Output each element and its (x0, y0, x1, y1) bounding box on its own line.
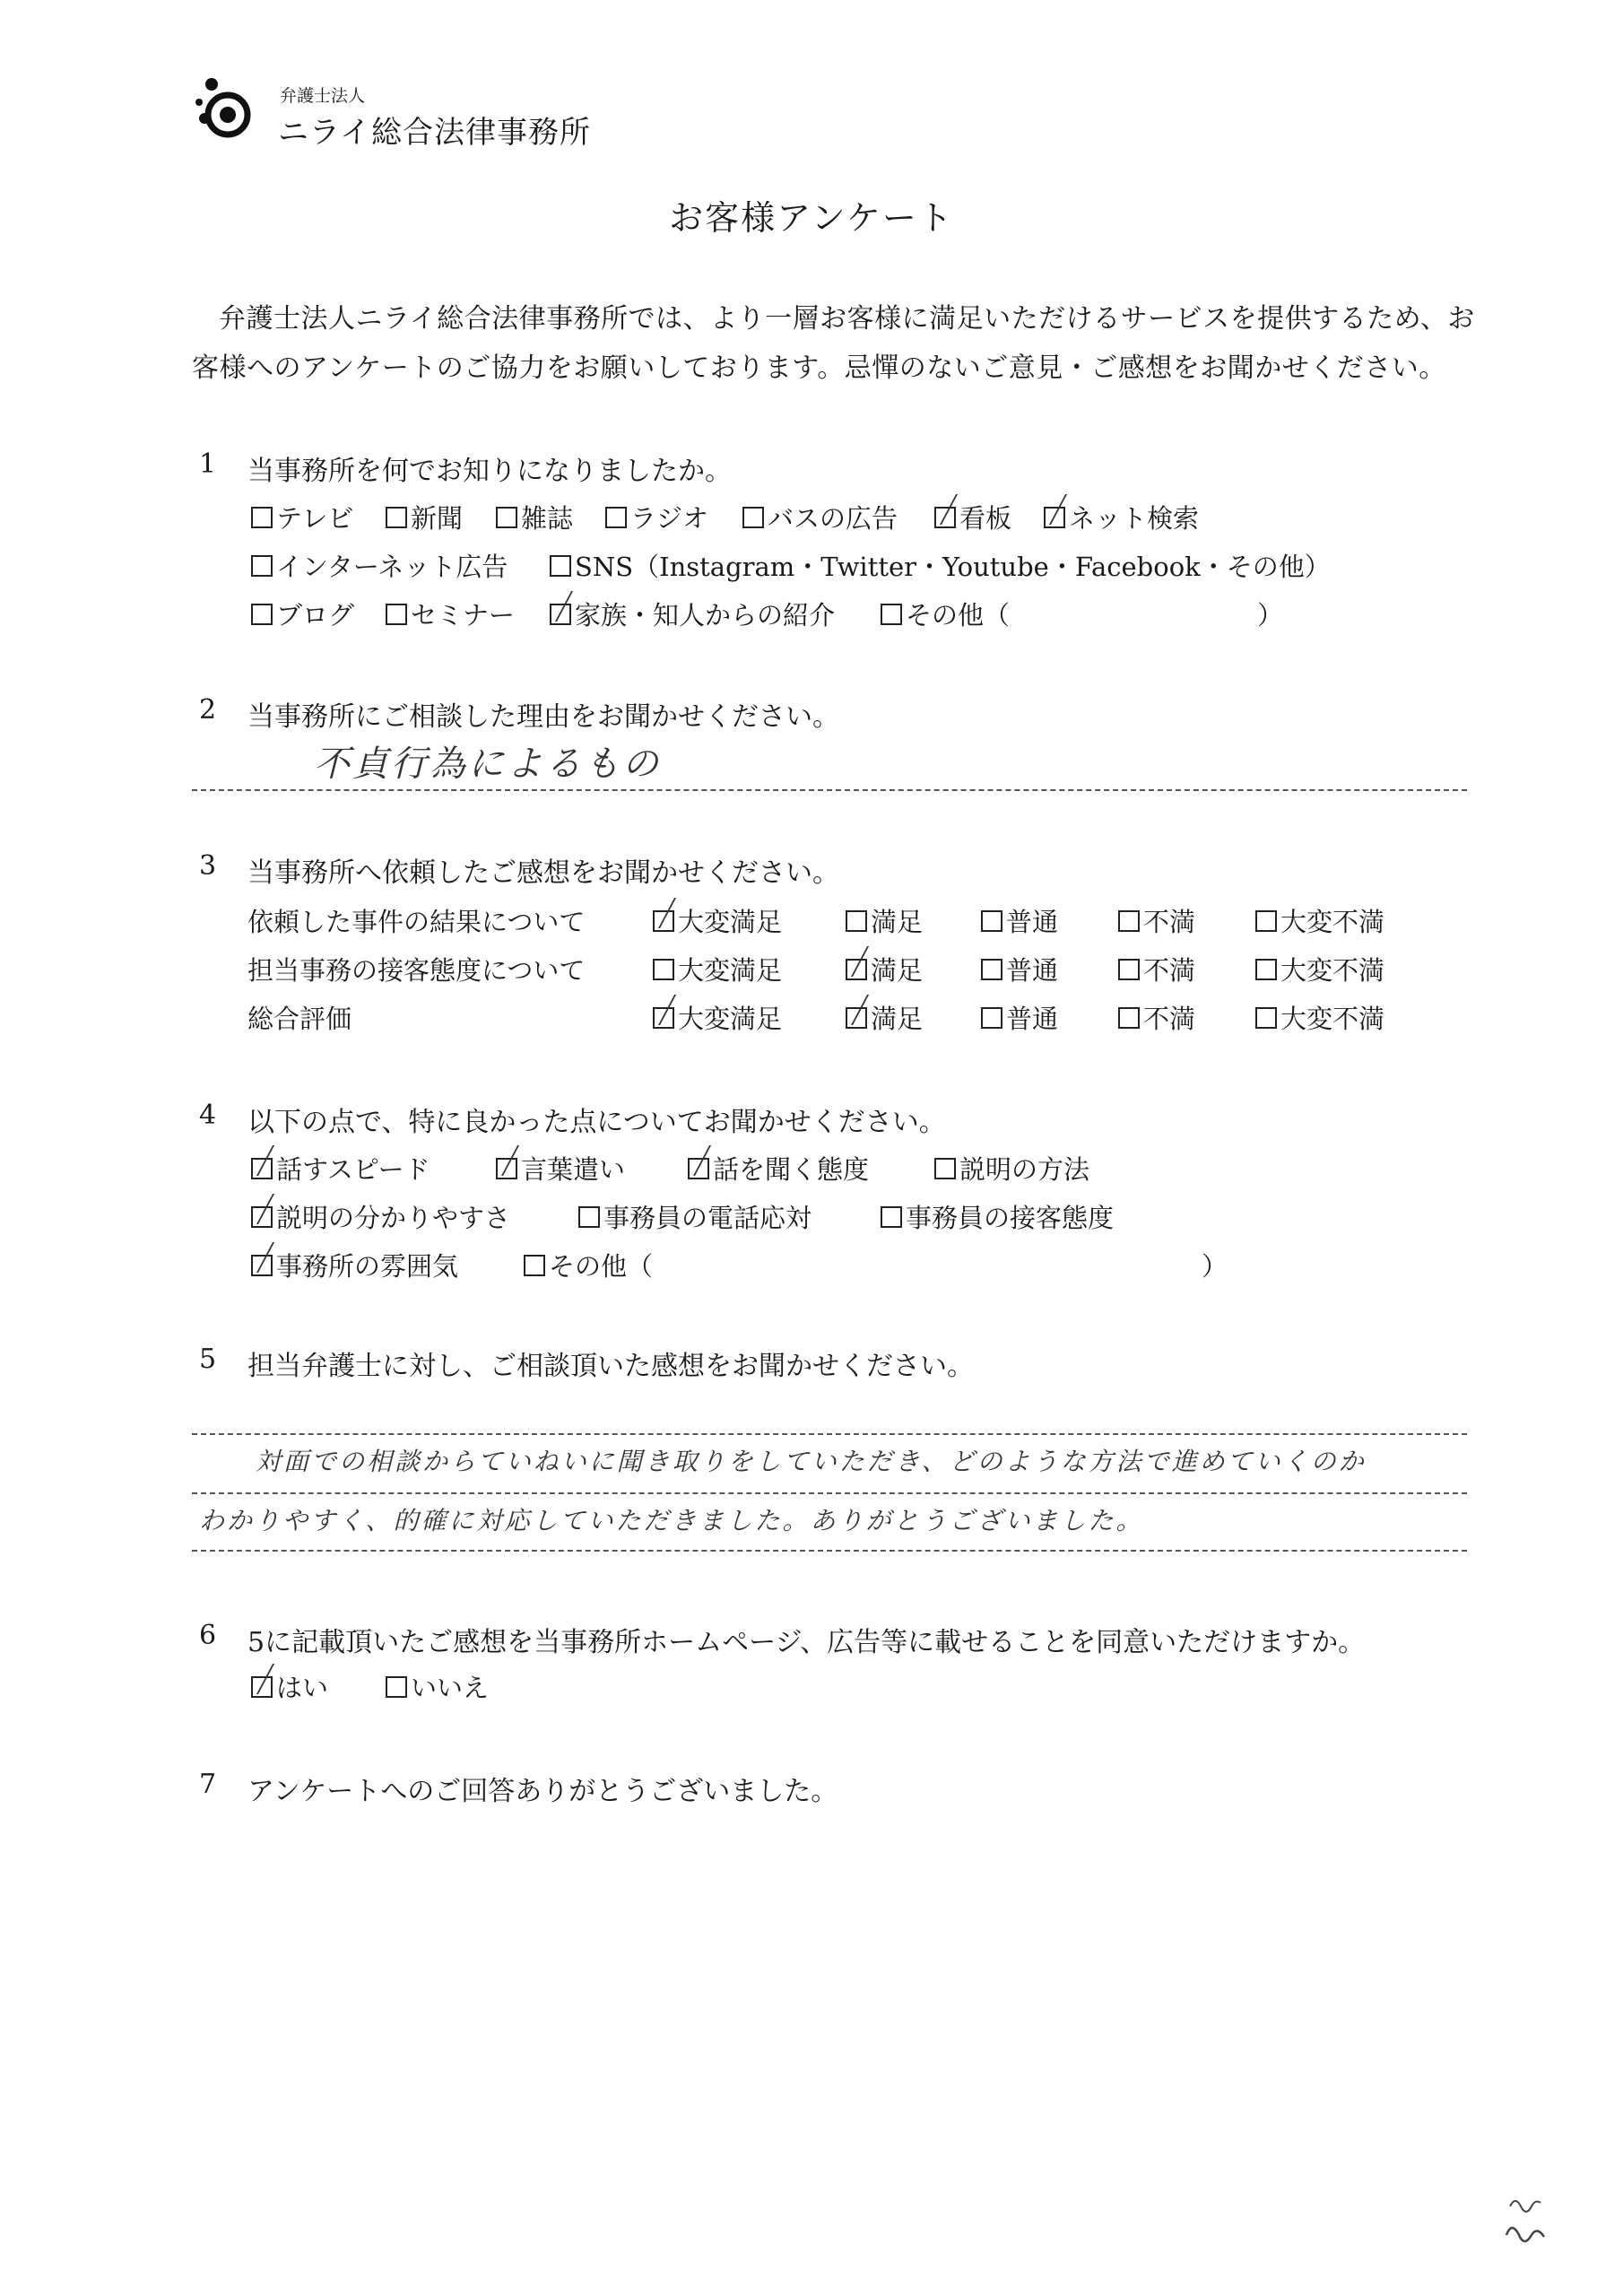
checkbox[interactable] (688, 1158, 709, 1179)
q1-option-label: セミナー (411, 600, 516, 631)
checkbox[interactable] (605, 507, 627, 528)
checkbox[interactable] (496, 507, 517, 528)
checkbox[interactable] (653, 910, 674, 932)
checkbox[interactable] (934, 1158, 956, 1179)
q4-option-staff-phone[interactable] (578, 1198, 812, 1235)
q3-rating-option[interactable] (1118, 902, 1195, 939)
q1-option-sns[interactable] (550, 547, 1331, 584)
checkbox[interactable] (578, 1206, 600, 1228)
org-name: ニライ総合法律事務所 (278, 115, 591, 151)
q3-rating-label: 不満 (1143, 955, 1196, 986)
q6-option-no[interactable] (386, 1668, 489, 1705)
q4-option-wording[interactable] (496, 1150, 625, 1187)
q3-row-label: 依頼した事件の結果について (247, 907, 586, 937)
checkbox[interactable] (251, 604, 273, 625)
checkbox[interactable] (251, 1676, 273, 1698)
q3-rating-option[interactable] (653, 951, 782, 987)
q3-rating-option[interactable] (653, 902, 782, 939)
q1-question: 当事務所を何でお知りになりましたか。 (247, 456, 732, 487)
q4-option-label: 説明の方法 (959, 1154, 1090, 1185)
checkbox[interactable] (251, 1255, 273, 1276)
checkbox[interactable] (1118, 959, 1140, 980)
q3-rating-label: 満足 (871, 955, 924, 986)
checkbox[interactable] (653, 959, 674, 980)
q1-option-referral[interactable] (550, 596, 835, 632)
q3-rating-label: 大変満足 (678, 1004, 783, 1034)
checkbox[interactable] (1255, 1007, 1277, 1029)
checkbox[interactable] (934, 507, 956, 528)
q4-option-label: 説明の分かりやすさ (276, 1203, 511, 1233)
checkbox[interactable] (981, 959, 1002, 980)
q3-rating-label: 不満 (1143, 907, 1196, 937)
checkbox[interactable] (550, 555, 571, 577)
checkbox[interactable] (496, 1158, 517, 1179)
q1-option-signboard[interactable] (934, 499, 1011, 535)
q3-rating-label: 普通 (1006, 955, 1059, 986)
q1-option-magazine[interactable] (496, 499, 573, 535)
q3-rating-option[interactable] (981, 951, 1058, 987)
q4-option-atmosphere[interactable] (251, 1247, 458, 1283)
q4-option-label: 話すスピード (276, 1154, 430, 1185)
q3-rating-label: 不満 (1143, 1004, 1196, 1034)
intro-line-1: 弁護士法人ニライ総合法律事務所では、より一層お客様に満足いただけるサービスを提供するため、お (219, 303, 1475, 335)
q1-option-label: テレビ (276, 503, 354, 534)
q1-option-label: バスの広告 (768, 503, 898, 534)
q4-question: 以下の点で、特に良かった点についてお聞かせください。 (247, 1107, 946, 1138)
q2-answer-handwritten[interactable]: 不貞行為によるもの (314, 744, 661, 785)
q3-rating-label: 大変満足 (678, 907, 783, 937)
q4-option-explanation-method[interactable] (934, 1150, 1089, 1187)
q3-rating-option[interactable] (846, 951, 923, 987)
checkbox[interactable] (981, 1007, 1002, 1029)
q3-rating-option[interactable] (981, 999, 1058, 1036)
checkbox[interactable] (386, 507, 407, 528)
q5-number: 5 (199, 1344, 217, 1375)
q4-option-label: 事務所の雰囲気 (276, 1251, 459, 1282)
q7-number: 7 (199, 1769, 217, 1800)
q4-option-label: 事務員の接客態度 (906, 1203, 1115, 1233)
q5-answer-line-2[interactable]: わかりやすく、的確に対応していただきました。ありがとうございました。 (199, 1506, 1144, 1535)
q3-row-label: 担当事務の接客態度について (247, 955, 586, 986)
q3-rating-label: 大変不満 (1280, 907, 1385, 937)
q4-other-close-paren: ） (1202, 1251, 1228, 1282)
q7-question: アンケートへのご回答ありがとうございました。 (247, 1776, 838, 1807)
q3-rating-option[interactable] (653, 999, 782, 1036)
q3-rating-label: 大変不満 (1280, 955, 1385, 986)
checkbox[interactable] (1255, 910, 1277, 932)
checkbox[interactable] (1118, 910, 1140, 932)
q4-option-explanation-clarity[interactable] (251, 1198, 510, 1235)
q3-rating-label: 普通 (1006, 1004, 1059, 1034)
checkbox[interactable] (846, 959, 867, 980)
checkbox[interactable] (386, 1676, 407, 1698)
q5-answer-line (192, 1492, 1467, 1494)
q6-option-label: いいえ (411, 1673, 490, 1703)
q5-answer-line-1[interactable]: 対面での相談からていねいに聞き取りをしていただき、どのような方法で進めていくのか (256, 1447, 1367, 1476)
q2-number: 2 (199, 694, 217, 726)
checkbox[interactable] (881, 604, 902, 625)
q1-other-close-paren: ） (1257, 600, 1284, 631)
q1-option-bus-ad[interactable] (742, 499, 898, 535)
checkbox[interactable] (550, 604, 571, 625)
q6-option-yes[interactable] (251, 1668, 328, 1705)
q1-option-label: その他（ (906, 600, 1011, 631)
q4-option-label: 事務員の電話応対 (603, 1203, 812, 1233)
q3-rating-option[interactable] (1255, 902, 1384, 939)
q4-option-label: 話を聞く態度 (713, 1154, 870, 1185)
q4-number: 4 (199, 1100, 217, 1131)
page-title: お客様アンケート (669, 198, 954, 238)
q3-rating-label: 普通 (1006, 907, 1059, 937)
q1-option-other[interactable] (881, 596, 1010, 632)
q1-option-label: ラジオ (630, 503, 709, 534)
q3-rating-label: 満足 (871, 907, 924, 937)
q4-option-listening-attitude[interactable] (688, 1150, 869, 1187)
checkbox[interactable] (524, 1255, 545, 1276)
checkbox[interactable] (1044, 507, 1065, 528)
q3-rating-option[interactable] (1255, 951, 1384, 987)
q3-rating-label: 満足 (871, 1004, 924, 1034)
q3-rating-label: 大変不満 (1280, 1004, 1385, 1034)
q1-option-web-search[interactable] (1044, 499, 1199, 535)
checkbox[interactable] (386, 604, 407, 625)
q4-option-label: 言葉遣い (521, 1154, 626, 1185)
checkbox[interactable] (1118, 1007, 1140, 1029)
q6-question: 5に記載頂いたご感想を当事務所ホームページ、広告等に載せることを同意いただけますか。 (247, 1627, 1366, 1658)
checkbox[interactable] (251, 555, 273, 577)
q6-option-label: はい (276, 1673, 329, 1703)
q4-option-staff-service[interactable] (881, 1198, 1114, 1235)
q1-option-label: 家族・知人からの紹介 (575, 600, 836, 631)
q1-option-blog[interactable] (251, 596, 354, 632)
q4-option-other[interactable] (524, 1247, 653, 1283)
q1-option-label: ブログ (276, 600, 355, 631)
q3-rating-option[interactable] (846, 902, 923, 939)
checkbox[interactable] (251, 507, 273, 528)
q1-option-seminar[interactable] (386, 596, 515, 632)
q2-question: 当事務所にご相談した理由をお聞かせください。 (247, 701, 839, 733)
q1-option-label: SNS（Instagram・Twitter・Youtube・Facebook・その他） (575, 552, 1331, 582)
firm-logo-icon (188, 75, 258, 142)
q1-option-newspaper[interactable] (386, 499, 463, 535)
q5-question: 担当弁護士に対し、ご相談頂いた感想をお聞かせください。 (247, 1351, 974, 1382)
checkbox[interactable] (251, 1158, 273, 1179)
intro-line-2: 客様へのアンケートのご協力をお願いしております。忌憚のないご意見・ご感想をお聞かせください。 (192, 352, 1446, 384)
handwritten-mark-icon (1501, 2179, 1573, 2251)
q3-number: 3 (199, 850, 217, 882)
q3-question: 当事務所へ依頼したご感想をお聞かせください。 (247, 857, 839, 889)
q1-option-label: 看板 (959, 503, 1012, 534)
q5-answer-line (192, 1550, 1467, 1552)
q1-number: 1 (199, 448, 217, 480)
checkbox[interactable] (653, 1007, 674, 1029)
q1-option-label: インターネット広告 (276, 552, 508, 582)
checkbox[interactable] (1255, 959, 1277, 980)
checkbox[interactable] (846, 1007, 867, 1029)
q1-option-label: 雑誌 (521, 503, 574, 534)
q3-rating-option[interactable] (981, 902, 1058, 939)
q1-option-label: ネット検索 (1069, 503, 1200, 534)
q3-rating-label: 大変満足 (678, 955, 783, 986)
checkbox[interactable] (881, 1206, 902, 1228)
q6-number: 6 (199, 1620, 217, 1651)
q2-answer-line (192, 789, 1467, 791)
q1-option-label: 新聞 (411, 503, 464, 534)
q1-option-radio[interactable] (605, 499, 708, 535)
q3-rating-option[interactable] (1255, 999, 1384, 1036)
checkbox[interactable] (742, 507, 764, 528)
q3-rating-option[interactable] (1118, 999, 1195, 1036)
q4-option-speaking-speed[interactable] (251, 1150, 430, 1187)
q1-option-internet-ad[interactable] (251, 547, 508, 584)
q3-row-label: 総合評価 (247, 1004, 352, 1034)
checkbox[interactable] (846, 910, 867, 932)
q1-option-tv[interactable] (251, 499, 353, 535)
q4-option-label: その他（ (549, 1251, 654, 1282)
q5-answer-line (192, 1433, 1467, 1435)
org-type: 弁護士法人 (280, 86, 366, 106)
checkbox[interactable] (981, 910, 1002, 932)
q3-rating-option[interactable] (1118, 951, 1195, 987)
checkbox[interactable] (251, 1206, 273, 1228)
q3-rating-option[interactable] (846, 999, 923, 1036)
